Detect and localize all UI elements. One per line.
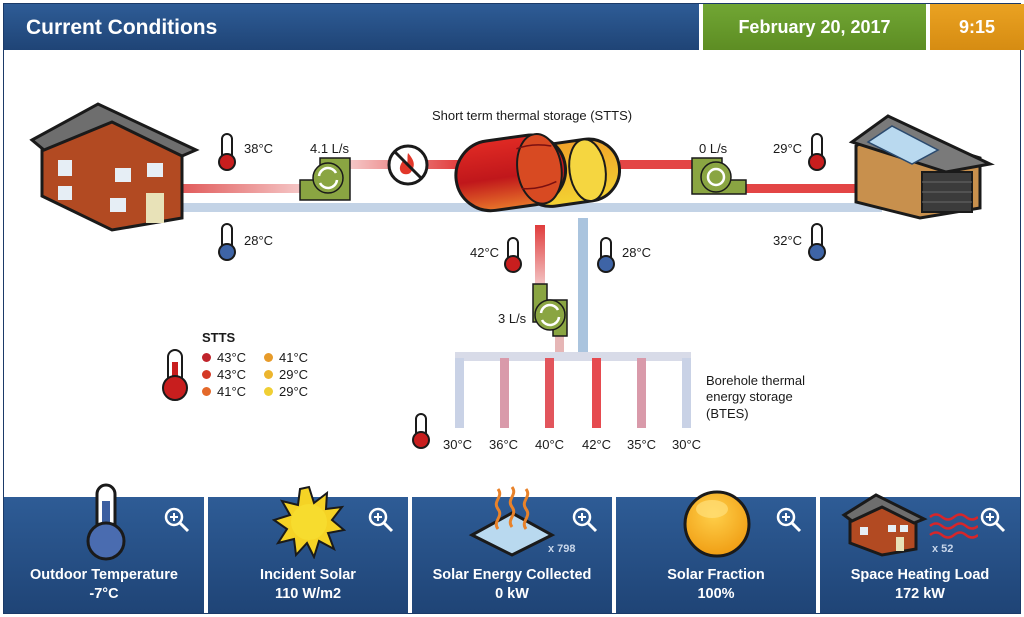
no-heater-icon (389, 146, 427, 184)
house-flow-rate: 4.1 L/s (310, 141, 350, 156)
garage-hot-pipe (620, 160, 692, 169)
legend-dot (264, 370, 273, 379)
tile-outdoor-temperature[interactable] (4, 497, 204, 613)
heat-waves-icon (928, 511, 978, 541)
time-display: 9:15 (930, 4, 1024, 50)
tile-name: Solar Energy Collected (432, 567, 592, 583)
stts-tanks (451, 131, 623, 216)
legend-temp: 43°C (217, 350, 247, 365)
house-supply-pipe (182, 184, 302, 193)
tile-space-heating-load[interactable] (820, 497, 1020, 613)
borehole-temp: 40°C (535, 437, 565, 452)
tile-solar-energy-collected[interactable] (412, 497, 612, 613)
btes-hot-riser (535, 225, 545, 285)
stts-legend-item (264, 367, 308, 382)
tile-name: Outdoor Temperature (30, 567, 178, 583)
borehole-temp: 36°C (489, 437, 519, 452)
stts-legend-title: STTS (202, 330, 236, 345)
tile-name: Solar Fraction (667, 567, 765, 583)
stts-legend-thermometer-icon (163, 350, 187, 400)
stts-legend-item (202, 367, 246, 382)
legend-temp: 29°C (279, 384, 309, 399)
borehole-temp: 30°C (443, 437, 473, 452)
page-title: Current Conditions (4, 4, 699, 50)
metrics-bar (4, 497, 1020, 613)
legend-dot (202, 370, 211, 379)
tile-value: 100% (697, 586, 735, 602)
collector-multiplier: x 798 (548, 543, 576, 555)
garage-return-thermometer-icon (809, 224, 825, 260)
btes-label-line3: (BTES) (706, 406, 749, 421)
garage-pump (692, 158, 746, 194)
stts-out-temp: 42°C (470, 245, 500, 260)
house-icon (32, 104, 196, 230)
zoom-in-icon[interactable] (980, 507, 1006, 533)
tile-name: Space Heating Load (850, 567, 990, 583)
stts-out-thermometer-icon (505, 238, 521, 272)
stts-in-temp: 28°C (622, 245, 652, 260)
stts-legend-item (264, 384, 308, 399)
borehole-temp: 35°C (627, 437, 657, 452)
zoom-in-icon[interactable] (164, 507, 190, 533)
orb-icon (682, 489, 752, 559)
tile-value: 110 W/m2 (274, 586, 342, 602)
tile-value: -7°C (89, 586, 119, 602)
garage-supply-thermometer-icon (809, 134, 825, 170)
solar-garage-icon (852, 116, 990, 218)
garage-hot-pipe-b (745, 184, 855, 193)
house-heat-icon (840, 487, 930, 557)
legend-dot (202, 387, 211, 396)
legend-temp: 41°C (279, 350, 309, 365)
btes-flow-rate: 3 L/s (498, 311, 527, 326)
solar-panel-icon (468, 483, 560, 557)
zoom-in-icon[interactable] (368, 507, 394, 533)
tile-incident-solar[interactable] (208, 497, 408, 613)
btes-label-line2: energy storage (706, 389, 793, 404)
stts-legend-item (202, 350, 246, 365)
stts-legend-item (264, 350, 308, 365)
zoom-in-icon[interactable] (572, 507, 598, 533)
load-multiplier: x 52 (932, 543, 954, 555)
btes-pump (533, 284, 567, 336)
legend-dot (264, 353, 273, 362)
legend-dot (264, 387, 273, 396)
tile-value: 172 kW (895, 586, 945, 602)
house-supply-temp: 38°C (244, 141, 274, 156)
stts-legend-item (202, 384, 246, 399)
house-return-temp: 28°C (244, 233, 274, 248)
stts-label: Short term thermal storage (STTS) (432, 108, 633, 123)
borehole-temp: 30°C (672, 437, 702, 452)
borehole-pipes (455, 358, 691, 428)
legend-temp: 41°C (217, 384, 247, 399)
zoom-in-icon[interactable] (776, 507, 802, 533)
tile-name: Incident Solar (260, 567, 356, 583)
date-display: February 20, 2017 (703, 4, 926, 50)
btes-label-line1: Borehole thermal (706, 373, 805, 388)
legend-temp: 29°C (279, 367, 309, 382)
house-return-thermometer-icon (219, 224, 235, 260)
btes-cold-riser (578, 218, 588, 358)
borehole-temp: 42°C (582, 437, 612, 452)
house-pump (300, 158, 350, 200)
stts-in-thermometer-icon (598, 238, 614, 272)
tile-solar-fraction[interactable] (616, 497, 816, 613)
house-supply-thermometer-icon (219, 134, 235, 170)
garage-supply-temp: 29°C (773, 141, 803, 156)
btes-manifold (455, 352, 691, 361)
garage-flow-rate: 0 L/s (699, 141, 728, 156)
legend-temp: 43°C (217, 367, 247, 382)
garage-return-temp: 32°C (773, 233, 803, 248)
tile-value: 0 kW (495, 586, 529, 602)
sun-icon (272, 485, 346, 559)
legend-dot (202, 353, 211, 362)
btes-thermometer-icon (413, 414, 429, 448)
thermometer-icon (84, 483, 128, 563)
